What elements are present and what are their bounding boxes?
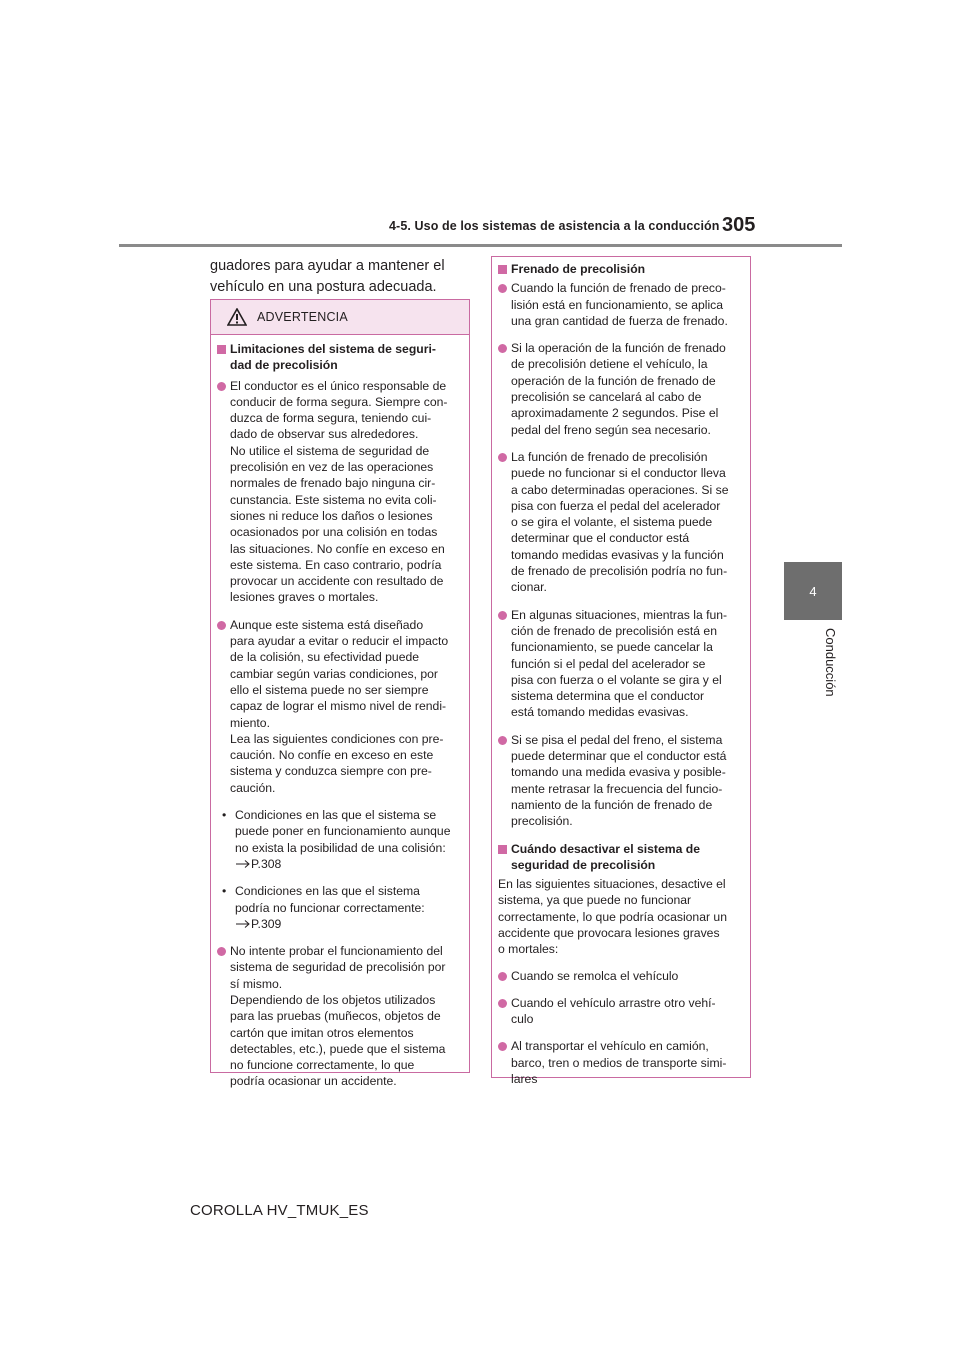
chapter-tab[interactable] <box>784 562 842 620</box>
list-item: Aunque este sistema está diseñado para ayudar a evitar o reducir el impacto de la colisión, su efectividad puede cambiar según varias condiciones, por ello el sistema puede no ser siempre capaz de lograr el mismo nivel de rendi- miento. Lea las siguientes condiciones con pre- caución. No confíe en exceso en este sistema y conduzca siempre con pre- caución. <box>217 617 461 796</box>
warning-heading: Limitaciones del sistema de seguri- dad de precolisión <box>217 341 461 374</box>
list-item: Cuando la función de frenado de preco- lisión está en funcionamiento, se aplica una gran cantidad de fuerza de frenado. <box>498 280 742 329</box>
info-heading: Cuándo desactivar el sistema de seguridad de precolisión <box>498 841 742 874</box>
chapter-number: 4 <box>809 583 817 599</box>
page-number: 305 <box>722 214 756 236</box>
warning-header <box>211 300 469 335</box>
dot-bullet-icon <box>498 736 507 745</box>
intro-text: guadores para ayudar a mantener el vehículo en una postura adecuada. <box>210 258 445 295</box>
dot-bullet-icon <box>498 972 507 981</box>
dot-bullet-icon <box>498 344 507 353</box>
warning-triangle-icon <box>227 308 247 326</box>
list-item: Al transportar el vehículo en camión, barco, tren o medios de transporte simi- lares <box>498 1038 742 1087</box>
small-bullet-icon: • <box>222 808 227 823</box>
sub-list-item: • Condiciones en las que el sistema se puede poner en funcionamiento aunque no exista la posibilidad de una colisión: P.308 <box>217 807 461 872</box>
list-item: La función de frenado de precolisión puede no funcionar si el conductor lleva a cabo determinadas operaciones. Si se pisa con fuerza el pedal del acelerador o se gira el volante, el sistema puede determinar que el conductor está tomando medidas evasivas y la función de frenado de precolisión podría no fun- cionar. <box>498 449 742 596</box>
small-bullet-icon: • <box>222 884 227 899</box>
dot-bullet-icon <box>498 611 507 620</box>
list-item: Cuando se remolca el vehículo <box>498 968 742 984</box>
chapter-label: Conducción <box>823 628 838 697</box>
info-heading: Frenado de precolisión <box>498 261 742 277</box>
square-bullet-icon <box>217 345 226 354</box>
list-item: En algunas situaciones, mientras la fun- ción de frenado de precolisión está en funcionamiento, se puede cancelar la función si el pedal del acelerador se pisa con fuerza o el volante se gira y el sistema determina que el conductor está tomando medidas evasivas. <box>498 607 742 721</box>
dot-bullet-icon <box>498 284 507 293</box>
warning-box <box>210 299 470 1089</box>
list-item: Si la operación de la función de frenado de precolisión detiene el vehículo, la operación de la función de frenado de precolisión se cancelará al cabo de aproximadamente 2 segundos. Pise el pedal del freno según sea necesario. <box>498 340 742 438</box>
info-paragraph: En las siguientes situaciones, desactive el sistema, ya que puede no funcionar correctamente, lo que podría ocasionar un accidente que provocara lesiones graves o mortales: <box>498 877 727 957</box>
section-title: 4-5. Uso de los sistemas de asistencia a la conducción <box>389 219 720 233</box>
list-item: El conductor es el único responsable de conducir de forma segura. Siempre con- duzca de forma segura, teniendo cui- dado de observar sus alrededores. No utilice el sistema de seguridad de precolisión en vez de las operaciones normales de frenado bajo ninguna cir- cunstancia. Este sistema no evita coli- siones ni reduce los daños o lesiones ocasionados por una colisión en todas las situaciones. No confíe en exceso en este sistema. En caso contrario, podría provocar un accidente con resultado de lesiones graves o mortales. <box>217 378 461 606</box>
page-reference-link[interactable]: P.309 <box>235 916 461 932</box>
square-bullet-icon <box>498 845 507 854</box>
page-reference-link[interactable]: P.308 <box>235 856 461 872</box>
sub-list-item: • Condiciones en las que el sistema podría no funcionar correctamente: P.309 <box>217 883 461 932</box>
info-box <box>491 256 751 1087</box>
arrow-right-icon <box>235 859 251 869</box>
dot-bullet-icon <box>498 1042 507 1051</box>
arrow-right-icon <box>235 919 251 929</box>
dot-bullet-icon <box>498 999 507 1008</box>
dot-bullet-icon <box>217 947 226 956</box>
list-item: No intente probar el funcionamiento del sistema de seguridad de precolisión por sí mismo. Dependiendo de los objetos utilizados para las pruebas (muñecos, objetos de cartón que imitan otros elementos detectables, etc.), puede que el sistema no funcione correctamente, lo que podría ocasionar un accidente. <box>217 943 461 1090</box>
dot-bullet-icon <box>217 382 226 391</box>
square-bullet-icon <box>498 265 507 274</box>
dot-bullet-icon <box>498 453 507 462</box>
list-item: Si se pisa el pedal del freno, el sistema puede determinar que el conductor está tomando una medida evasiva y posible- mente retrasar la frecuencia del funcio- namiento de la función de frenado de precolisión. <box>498 732 742 830</box>
warning-title: ADVERTENCIA <box>257 310 348 324</box>
document-code: COROLLA HV_TMUK_ES <box>190 1202 369 1219</box>
list-item: Cuando el vehículo arrastre otro vehí- culo <box>498 995 742 1028</box>
dot-bullet-icon <box>217 621 226 630</box>
header-divider <box>119 244 842 247</box>
